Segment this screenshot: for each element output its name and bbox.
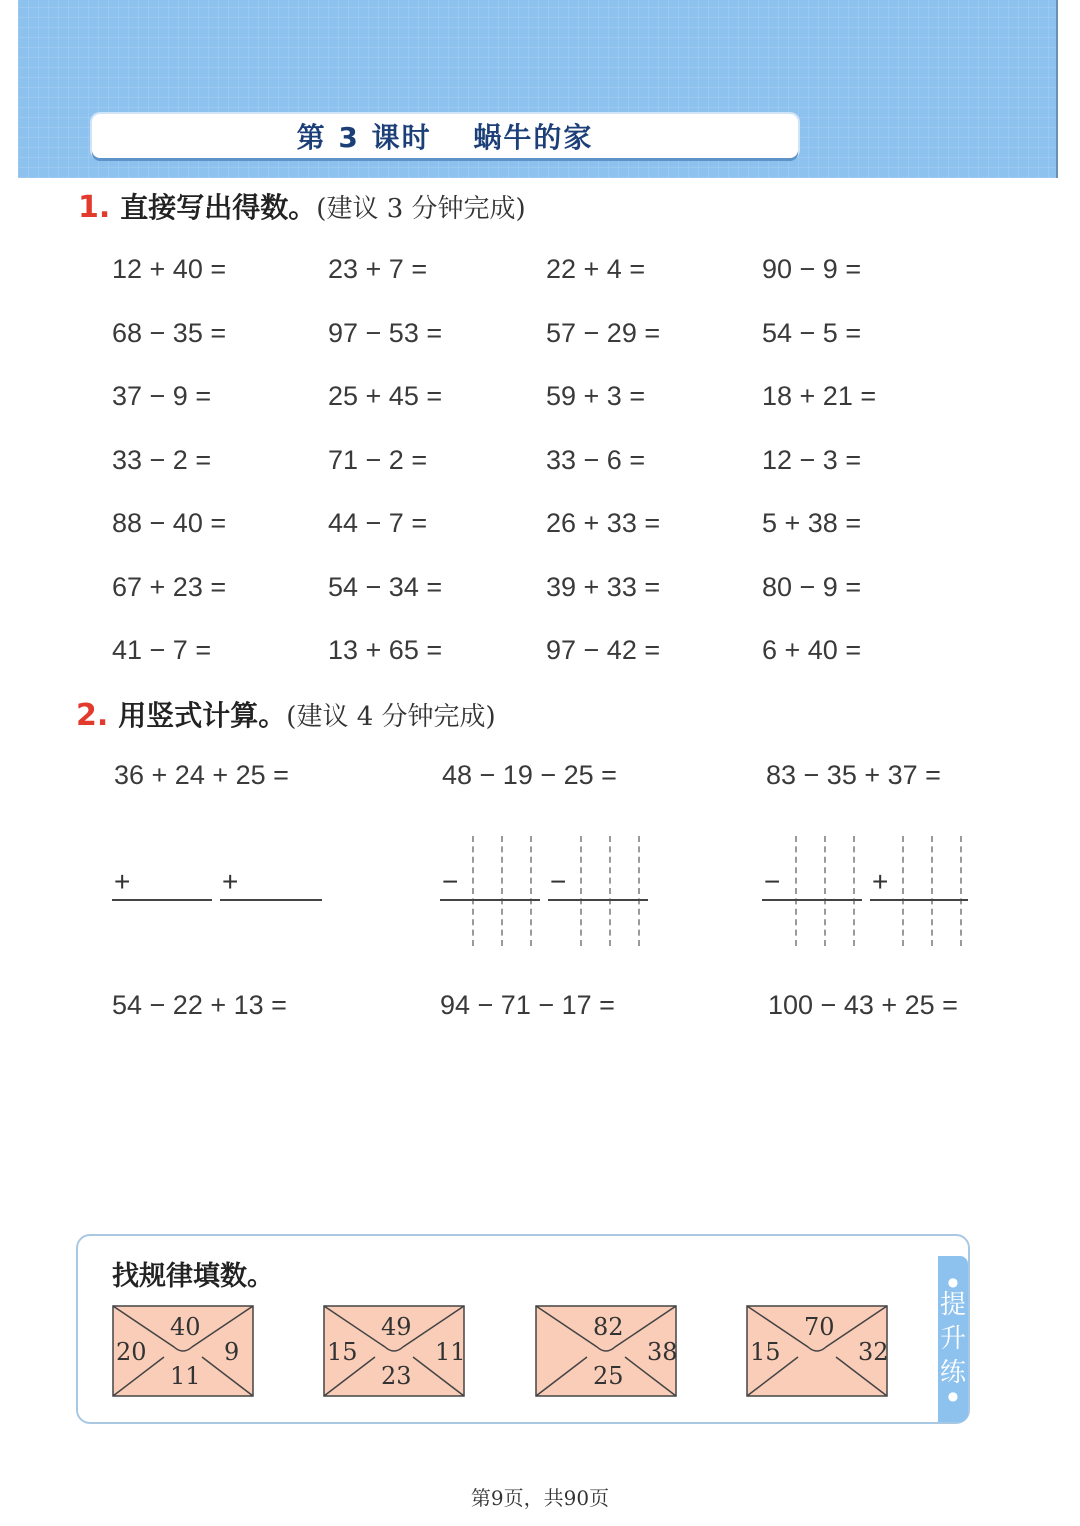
- digit-guide-line: [902, 836, 904, 946]
- section-1-number: 1.: [78, 190, 111, 225]
- mental-math-item: 41 − 7 =: [112, 635, 212, 665]
- envelope-top-number: 40: [170, 1313, 201, 1341]
- operator-sign: −: [550, 866, 567, 897]
- lesson-title-bar: [92, 114, 798, 158]
- envelope-left-number: 20: [116, 1338, 147, 1366]
- practice-title: 找规律填数。: [112, 1261, 274, 1292]
- mental-math-item: 18 + 21 =: [762, 381, 877, 411]
- answer-line: [220, 899, 322, 901]
- digit-guide-line: [472, 836, 474, 946]
- operator-sign: −: [442, 866, 459, 897]
- mental-math-item: 6 + 40 =: [762, 635, 862, 665]
- side-tab-char: 提: [939, 1290, 966, 1320]
- envelope-bottom-number: 11: [170, 1362, 201, 1390]
- section-1-hint: (建议 3 分钟完成): [316, 194, 526, 224]
- dot-icon: ●: [947, 1389, 959, 1403]
- section-1-heading: [78, 186, 526, 226]
- digit-guide-line: [530, 836, 532, 946]
- section-2-title: 用竖式计算。: [118, 699, 287, 732]
- mental-math-item: 97 − 42 =: [546, 635, 661, 665]
- mental-math-item: 80 − 9 =: [762, 572, 862, 602]
- mental-math-item: 37 − 9 =: [112, 381, 212, 411]
- side-tab-advanced-practice: [938, 1256, 968, 1422]
- digit-guide-line: [960, 836, 962, 946]
- mental-math-item: 13 + 65 =: [328, 635, 443, 665]
- digit-guide-line: [824, 836, 826, 946]
- envelope-right-number: 32: [858, 1338, 889, 1366]
- mental-math-item: 88 − 40 =: [112, 508, 227, 538]
- mental-math-item: 26 + 33 =: [546, 508, 661, 538]
- envelope-top-number: 82: [593, 1313, 624, 1341]
- vertical-problem-3: 83 − 35 + 37 =: [766, 760, 941, 790]
- mental-math-item: 25 + 45 =: [328, 381, 443, 411]
- operator-sign: +: [222, 866, 239, 897]
- envelope-bottom-number: 25: [593, 1362, 624, 1390]
- digit-guide-line: [580, 836, 582, 946]
- mental-math-item: 57 − 29 =: [546, 318, 661, 348]
- vertical-problem-5: 94 − 71 − 17 =: [440, 990, 615, 1020]
- envelope: [746, 1305, 888, 1397]
- operator-sign: +: [114, 866, 131, 897]
- mental-math-item: 12 + 40 =: [112, 254, 227, 284]
- mental-math-item: 44 − 7 =: [328, 508, 428, 538]
- vertical-problem-6: 100 − 43 + 25 =: [768, 990, 958, 1020]
- envelope-top-number: 70: [804, 1313, 835, 1341]
- envelope-bottom-number: 23: [381, 1362, 412, 1390]
- mental-math-item: 71 − 2 =: [328, 445, 428, 475]
- side-tab-char: 升: [939, 1324, 966, 1354]
- digit-guide-line: [853, 836, 855, 946]
- mental-math-item: 54 − 34 =: [328, 572, 443, 602]
- dot-icon: ●: [947, 1275, 959, 1289]
- vertical-problem-1: 36 + 24 + 25 =: [114, 760, 289, 790]
- answer-line: [548, 899, 648, 901]
- mental-math-item: 39 + 33 =: [546, 572, 661, 602]
- digit-guide-line: [609, 836, 611, 946]
- envelope-left-number: 15: [327, 1338, 358, 1366]
- lesson-title: 第 3 课时 蜗牛的家: [296, 121, 594, 154]
- mental-math-item: 23 + 7 =: [328, 254, 428, 284]
- mental-math-item: 67 + 23 =: [112, 572, 227, 602]
- digit-guide-line: [638, 836, 640, 946]
- section-2-hint: (建议 4 分钟完成): [286, 702, 496, 732]
- envelope: [112, 1305, 254, 1397]
- digit-guide-line: [501, 836, 503, 946]
- answer-line: [440, 899, 540, 901]
- section-2-number: 2.: [76, 698, 109, 733]
- envelope: [535, 1305, 677, 1397]
- vertical-problem-4: 54 − 22 + 13 =: [112, 990, 287, 1020]
- side-tab-char: 练: [939, 1358, 966, 1388]
- digit-guide-line: [795, 836, 797, 946]
- answer-line: [870, 899, 968, 901]
- mental-math-item: 54 − 5 =: [762, 318, 862, 348]
- page-footer: 第9页，共90页: [470, 1486, 610, 1510]
- header-edge: [1056, 0, 1058, 178]
- operator-sign: +: [872, 866, 889, 897]
- envelope: [323, 1305, 465, 1397]
- answer-line: [762, 899, 862, 901]
- operator-sign: −: [764, 866, 781, 897]
- envelope-right-number: 11: [435, 1338, 466, 1366]
- mental-math-item: 59 + 3 =: [546, 381, 646, 411]
- mental-math-item: 33 − 2 =: [112, 445, 212, 475]
- envelope-left-number: 15: [750, 1338, 781, 1366]
- mental-math-item: 22 + 4 =: [546, 254, 646, 284]
- section-1-title: 直接写出得数。: [120, 191, 317, 224]
- mental-math-item: 97 − 53 =: [328, 318, 443, 348]
- digit-guide-line: [931, 836, 933, 946]
- mental-math-item: 12 − 3 =: [762, 445, 862, 475]
- section-2-heading: [76, 694, 496, 734]
- mental-math-item: 33 − 6 =: [546, 445, 646, 475]
- envelope-right-number: 38: [647, 1338, 678, 1366]
- envelope-right-number: 9: [224, 1338, 240, 1366]
- envelope-top-number: 49: [381, 1313, 412, 1341]
- vertical-problem-2: 48 − 19 − 25 =: [442, 760, 617, 790]
- mental-math-item: 5 + 38 =: [762, 508, 862, 538]
- mental-math-item: 68 − 35 =: [112, 318, 227, 348]
- answer-line: [112, 899, 212, 901]
- mental-math-item: 90 − 9 =: [762, 254, 862, 284]
